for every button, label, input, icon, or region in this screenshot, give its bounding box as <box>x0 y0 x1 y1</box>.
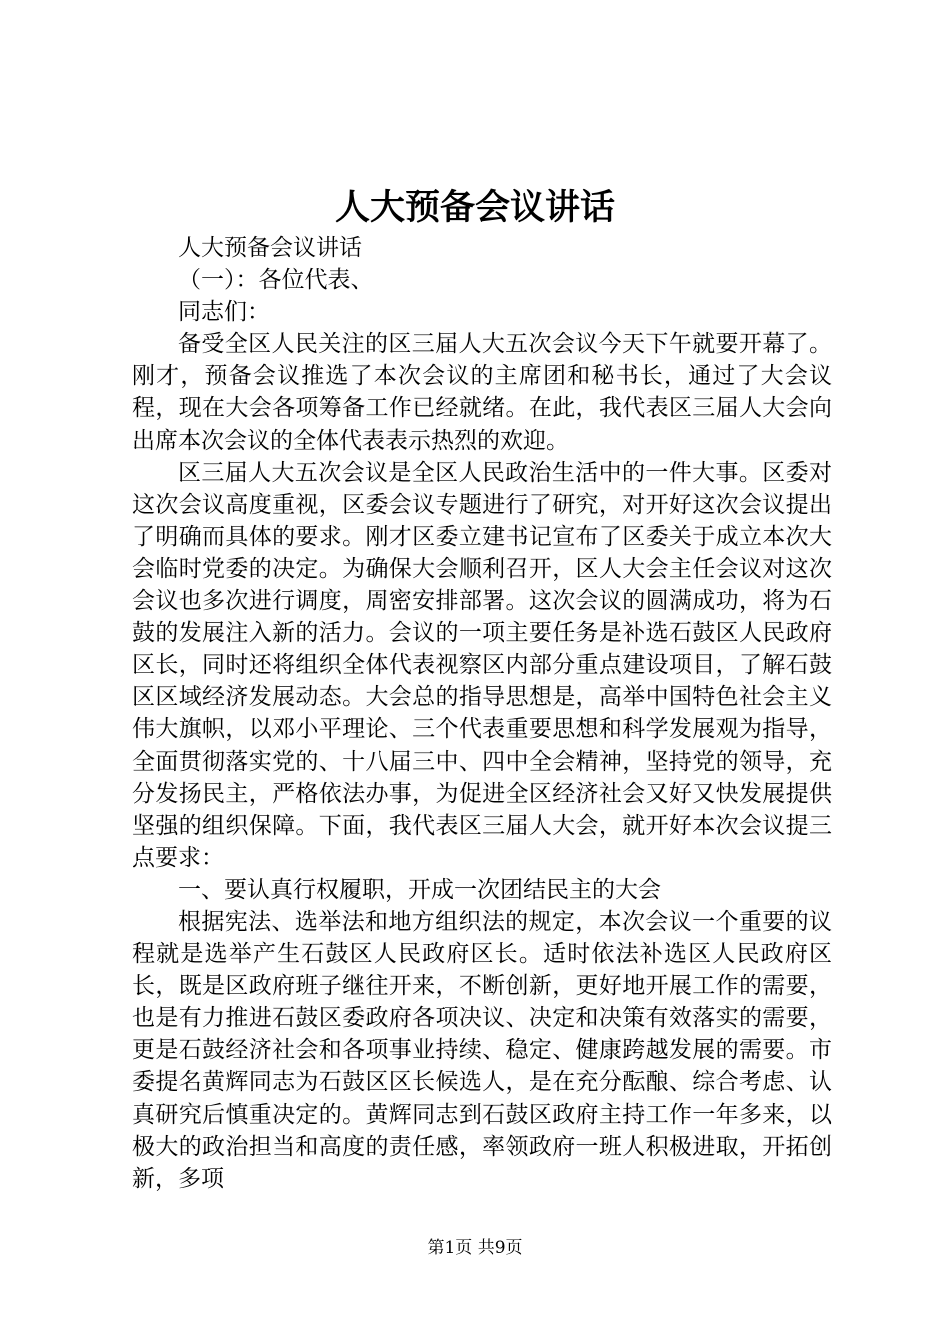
paragraph-subtitle: 人大预备会议讲话 <box>178 235 362 261</box>
paragraph-heading-one: 一、要认真行权履职，开成一次团结民主的大会 <box>178 876 661 903</box>
paragraph-opening: 备受全区人民关注的区三届人大五次会议今天下午就要开幕了。刚才，预备会议推选了本次会议的主席团和秘书长，通过了大会议程，现在大会各项筹备工作已经就绪。在此，我代表区三届人大会向出席本次会议的全体代表表示热烈的欢迎。 <box>132 331 832 454</box>
paragraph-election: 根据宪法、选举法和地方组织法的规定，本次会议一个重要的议程就是选举产生石鼓区人民政府区长。适时依法补选区人民政府区长，既是区政府班子继往开来，不断创新，更好地开展工作的需要，也是有力推进石鼓区委政府各项决议、决定和决策有效落实的需要，更是石鼓经济社会和各项事业持续、稳定、健康跨越发展的需要。市委提名黄辉同志为石鼓区区长候选人，是在充分酝酿、综合考虑、认真研究后慎重决定的。黄辉同志到石鼓区政府主持工作一年多来，以极大的政治担当和高度的责任感，率领政府一班人积极进取，开拓创新，多项 <box>132 908 832 1192</box>
document-title: 人大预备会议讲话 <box>334 187 615 228</box>
paragraph-salutation: 同志们： <box>178 299 270 326</box>
document-body <box>132 232 832 1195</box>
page-footer: 第1页 共9页 <box>427 1238 523 1258</box>
paragraph-significance: 区三届人大五次会议是全区人民政治生活中的一件大事。区委对这次会议高度重视，区委会议专题进行了研究，对开好这次会议提出了明确而具体的要求。刚才区委立建书记宣布了区委关于成立本次大会临时党委的决定。为确保大会顺利召开，区人大会主任会议对这次会议也多次进行调度，周密安排部署。这次会议的圆满成功，将为石鼓的发展注入新的活力。会议的一项主要任务是补选石鼓区人民政府区长，同时还将组织全体代表视察区内部分重点建设项目，了解石鼓区区域经济发展动态。大会总的指导思想是，高举中国特色社会主义伟大旗帜，以邓小平理论、三个代表重要思想和科学发展观为指导，全面贯彻落实党的、十八届三中、四中全会精神，坚持党的领导，充分发扬民主，严格依法办事，为促进全区经济社会又好又快发展提供坚强的组织保障。下面，我代表区三届人大会，就开好本次会议提三点要求： <box>132 459 832 871</box>
paragraph-section-label: （一）：各位代表、 <box>178 267 374 294</box>
